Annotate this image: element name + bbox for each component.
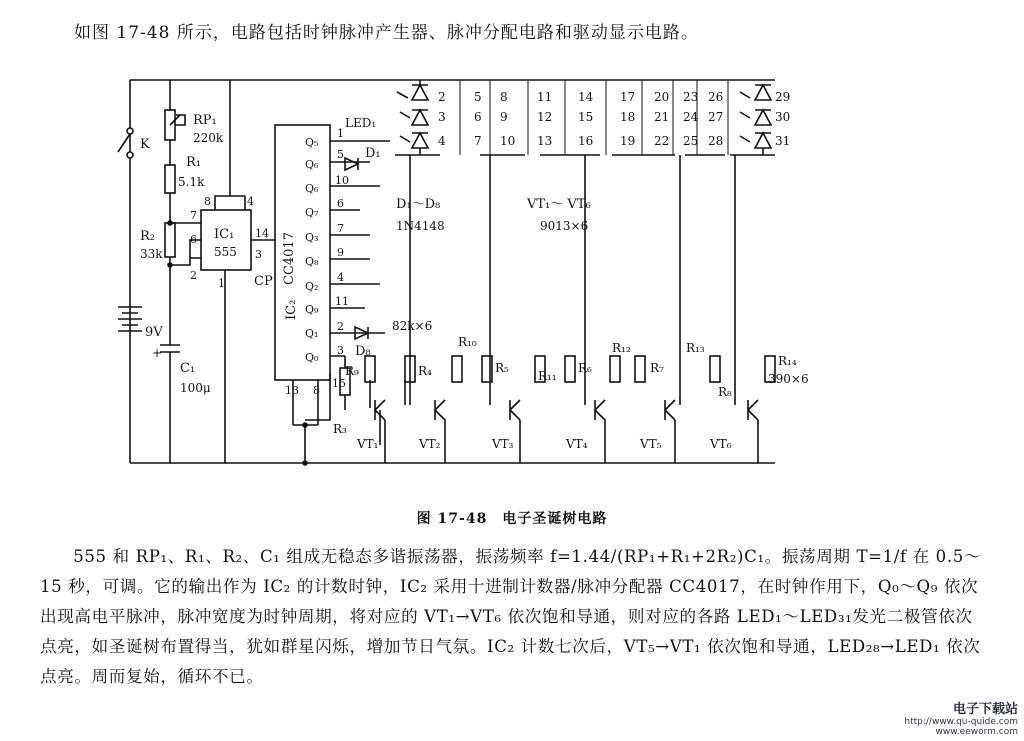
svg-text:Q₈: Q₈ bbox=[305, 255, 319, 268]
svg-text:D₁～D₈: D₁～D₈ bbox=[396, 197, 441, 212]
svg-text:R₁₀: R₁₀ bbox=[458, 335, 477, 349]
svg-text:Q₂: Q₂ bbox=[305, 280, 319, 293]
svg-text:9013×6: 9013×6 bbox=[540, 219, 589, 233]
svg-text:3: 3 bbox=[438, 110, 446, 124]
r6-resistor bbox=[565, 356, 575, 382]
svg-text:1: 1 bbox=[337, 127, 344, 140]
svg-text:Q₇: Q₇ bbox=[305, 206, 319, 219]
svg-text:82k×6: 82k×6 bbox=[392, 319, 433, 333]
svg-text:R₁: R₁ bbox=[186, 155, 201, 170]
svg-text:R₉: R₉ bbox=[345, 364, 359, 378]
svg-text:21: 21 bbox=[654, 110, 670, 124]
watermark-title: 电子下载站 bbox=[952, 702, 1018, 717]
svg-text:2: 2 bbox=[190, 269, 197, 282]
svg-text:9V: 9V bbox=[145, 325, 163, 340]
svg-text:Q₉: Q₉ bbox=[305, 303, 319, 316]
svg-text:R₈: R₈ bbox=[718, 385, 732, 399]
svg-text:D₁: D₁ bbox=[365, 146, 381, 161]
svg-text:10: 10 bbox=[500, 134, 516, 148]
svg-text:12: 12 bbox=[537, 110, 553, 124]
svg-text:Q₆: Q₆ bbox=[305, 158, 319, 171]
svg-text:R₁₄: R₁₄ bbox=[778, 354, 797, 368]
svg-text:R₅: R₅ bbox=[495, 361, 509, 375]
svg-text:VT₃: VT₃ bbox=[492, 437, 514, 451]
svg-text:Q₅: Q₅ bbox=[305, 136, 319, 149]
svg-text:11: 11 bbox=[335, 295, 349, 308]
svg-text:LED₁: LED₁ bbox=[345, 116, 377, 130]
svg-text:4: 4 bbox=[247, 195, 254, 208]
svg-text:5: 5 bbox=[337, 148, 344, 161]
svg-text:390×6: 390×6 bbox=[768, 372, 809, 386]
svg-text:17: 17 bbox=[620, 90, 636, 104]
svg-text:14: 14 bbox=[578, 90, 594, 104]
svg-text:9: 9 bbox=[500, 110, 508, 124]
svg-text:VT₂: VT₂ bbox=[419, 437, 441, 451]
svg-text:7: 7 bbox=[337, 222, 344, 235]
r7-resistor bbox=[635, 356, 645, 382]
svg-text:8: 8 bbox=[313, 384, 320, 397]
figure-caption: 图 17-48 电子圣诞树电路 bbox=[416, 511, 608, 527]
watermark-url-2: www.eeworm.com bbox=[935, 727, 1018, 737]
svg-text:IC₁: IC₁ bbox=[214, 227, 235, 242]
r12-resistor bbox=[610, 356, 620, 382]
svg-text:11: 11 bbox=[537, 90, 553, 104]
svg-text:2: 2 bbox=[337, 320, 344, 333]
r9-resistor bbox=[365, 356, 375, 382]
svg-text:16: 16 bbox=[578, 134, 594, 148]
svg-text:6: 6 bbox=[474, 110, 482, 124]
svg-text:Q₀: Q₀ bbox=[305, 351, 319, 364]
svg-text:8: 8 bbox=[204, 195, 211, 208]
svg-text:20: 20 bbox=[654, 90, 670, 104]
diode-d1 bbox=[345, 158, 358, 170]
intro-text: 如图 17-48 所示，电路包括时钟脉冲产生器、脉冲分配电路和驱动显示电路。 bbox=[74, 23, 699, 43]
svg-text:RP₁: RP₁ bbox=[193, 113, 217, 128]
svg-text:6: 6 bbox=[337, 197, 344, 210]
svg-text:7: 7 bbox=[474, 134, 482, 148]
svg-text:28: 28 bbox=[708, 134, 724, 148]
svg-text:Q₃: Q₃ bbox=[305, 231, 319, 244]
svg-text:1: 1 bbox=[218, 277, 225, 290]
svg-text:VT₁～ VT₆: VT₁～ VT₆ bbox=[527, 197, 591, 212]
svg-text:VT₆: VT₆ bbox=[710, 437, 732, 451]
svg-text:3: 3 bbox=[337, 344, 344, 357]
svg-text:19: 19 bbox=[620, 134, 636, 148]
label-k: K bbox=[140, 137, 150, 152]
svg-text:3: 3 bbox=[255, 248, 262, 261]
svg-text:24: 24 bbox=[683, 110, 699, 124]
svg-text:14: 14 bbox=[255, 227, 269, 240]
svg-text:100μ: 100μ bbox=[180, 381, 211, 395]
svg-text:R₇: R₇ bbox=[650, 361, 664, 375]
svg-text:CC4017: CC4017 bbox=[282, 232, 297, 285]
svg-text:15: 15 bbox=[578, 110, 594, 124]
svg-text:13: 13 bbox=[537, 134, 553, 148]
svg-text:VT₄: VT₄ bbox=[566, 437, 588, 451]
svg-text:4: 4 bbox=[337, 271, 344, 284]
svg-text:VT₅: VT₅ bbox=[640, 437, 662, 451]
svg-text:15: 15 bbox=[332, 377, 346, 390]
svg-text:IC₂: IC₂ bbox=[284, 299, 299, 320]
svg-text:555: 555 bbox=[214, 245, 237, 259]
svg-text:Q₆: Q₆ bbox=[305, 182, 319, 195]
svg-text:18: 18 bbox=[620, 110, 636, 124]
svg-text:2: 2 bbox=[438, 90, 446, 104]
svg-text:33k: 33k bbox=[140, 247, 163, 261]
svg-text:R₁₁: R₁₁ bbox=[538, 369, 557, 383]
svg-text:7: 7 bbox=[190, 209, 197, 222]
led-numbers bbox=[438, 90, 790, 148]
svg-text:29: 29 bbox=[775, 90, 791, 104]
svg-text:R₄: R₄ bbox=[418, 364, 432, 378]
svg-text:Q₁: Q₁ bbox=[305, 327, 319, 340]
svg-text:27: 27 bbox=[708, 110, 724, 124]
svg-text:R₁₂: R₁₂ bbox=[612, 341, 631, 355]
svg-text:9: 9 bbox=[337, 246, 344, 259]
svg-text:26: 26 bbox=[708, 90, 724, 104]
body-paragraph bbox=[40, 542, 985, 692]
watermark-url: http://www.qu-quide.com bbox=[904, 717, 1018, 727]
svg-text:1N4148: 1N4148 bbox=[396, 219, 445, 233]
svg-text:D₈: D₈ bbox=[355, 344, 371, 359]
svg-text:220k: 220k bbox=[193, 131, 224, 145]
svg-text:31: 31 bbox=[775, 134, 791, 148]
paragraph-text: 555 和 RP₁、R₁、R₂、C₁ 组成无稳态多谐振荡器，振荡频率 f=1.44/(RP₁+R₁+2R₂)C₁。振荡周期 T=1/f 在 0.5～15 秒，可调。它的输出作为 IC₂ 的计数时钟，IC₂ 采用十进制计数器/脉冲分配器 CC4017，在时钟作用下，Q₀～Q₉ 依次出现高电平脉冲，脉冲宽度为时钟周期，将对应的 VT₁→VT₆ 依次饱和导通，则对应的各路 LED₁～LED₃₁发光二极管依次点亮，如圣诞树布置得当，犹如群星闪烁，增加节日气氛。IC₂ 计数七次后，VT₅→VT₁ 依次饱和导通，LED₂₈→LED₁ 依次点亮。周而复始，循环不已。 bbox=[40, 547, 982, 686]
svg-text:30: 30 bbox=[775, 110, 791, 124]
svg-text:23: 23 bbox=[683, 90, 699, 104]
svg-text:22: 22 bbox=[654, 134, 670, 148]
svg-text:C₁: C₁ bbox=[180, 361, 196, 376]
watermark bbox=[904, 698, 1018, 737]
svg-text:6: 6 bbox=[190, 233, 197, 246]
svg-text:4: 4 bbox=[438, 134, 446, 148]
svg-text:+: + bbox=[152, 346, 163, 360]
svg-text:13: 13 bbox=[285, 384, 299, 397]
r1-resistor bbox=[165, 165, 175, 193]
svg-text:5: 5 bbox=[474, 90, 482, 104]
svg-text:8: 8 bbox=[500, 90, 508, 104]
svg-text:5.1k: 5.1k bbox=[178, 175, 205, 189]
svg-text:10: 10 bbox=[335, 174, 349, 187]
svg-text:R₆: R₆ bbox=[578, 361, 592, 375]
svg-text:VT₁: VT₁ bbox=[357, 437, 379, 451]
svg-text:25: 25 bbox=[683, 134, 699, 148]
svg-text:R₂: R₂ bbox=[140, 229, 155, 244]
r2-resistor bbox=[165, 223, 175, 257]
svg-text:CP: CP bbox=[254, 274, 273, 289]
r13-resistor bbox=[710, 356, 720, 382]
r10-resistor bbox=[452, 356, 462, 382]
svg-text:R₃: R₃ bbox=[333, 422, 347, 436]
svg-text:R₁₃: R₁₃ bbox=[686, 341, 705, 355]
